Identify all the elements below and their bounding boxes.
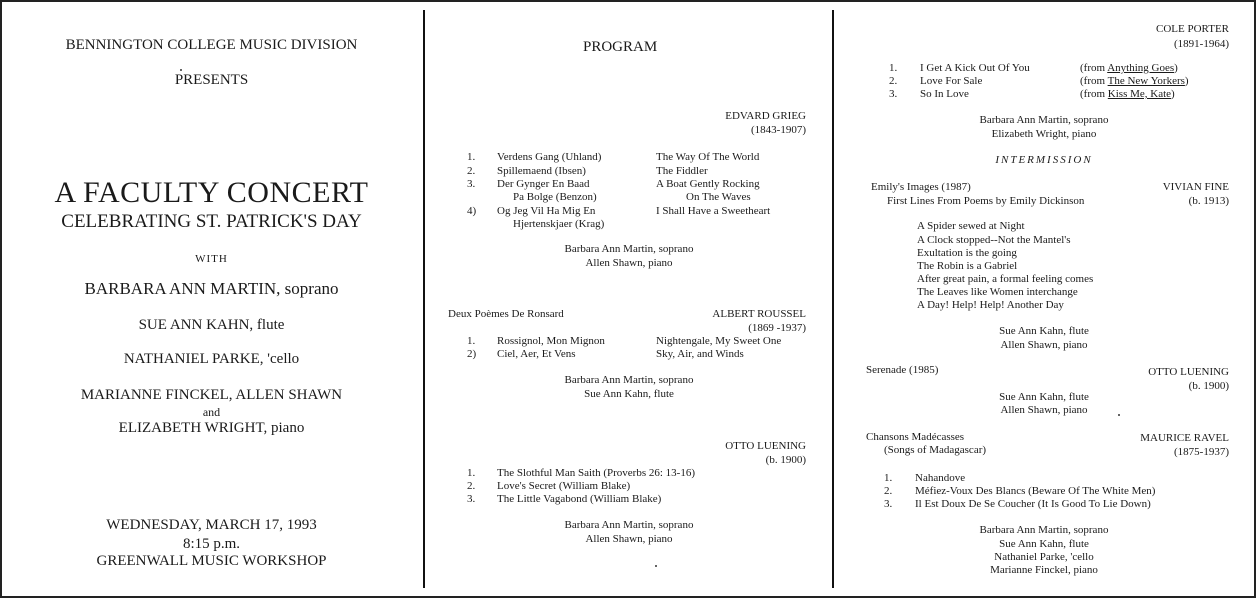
concert-title: A FACULTY CONCERT [54, 176, 369, 209]
work-title: Deux Poèmes De Ronsard [448, 308, 564, 320]
composer-name: EDVARD GRIEG [725, 110, 806, 122]
work-title: Emily's Images (1987) [871, 181, 971, 193]
song-translation: Nightengale, My Sweet One [656, 335, 782, 347]
with-label: WITH [195, 253, 228, 265]
print-speck [180, 69, 182, 71]
show-title: The New Yorkers [1107, 75, 1185, 87]
work-title: Chansons Madécasses [866, 431, 965, 443]
performer-line: Sue Ann Kahn, flute [999, 391, 1089, 403]
song-title: Il Est Doux De Se Coucher (It Is Good To Lie Down) [915, 498, 1151, 510]
concert-date: WEDNESDAY, MARCH 17, 1993 [106, 517, 317, 533]
concert-venue: GREENWALL MUSIC WORKSHOP [96, 553, 327, 569]
song-title: Nahandove [915, 472, 966, 484]
performer-line: and [202, 405, 221, 419]
work-subtitle: (Songs of Madagascar) [884, 444, 987, 456]
item-number: 1. [467, 467, 476, 479]
composer-dates: (1875-1937) [1174, 446, 1229, 458]
song-translation: A Boat Gently Rocking [656, 178, 760, 190]
performer-line: NATHANIEL PARKE, 'cello [123, 351, 300, 367]
song-title: I Get A Kick Out Of You [920, 62, 1030, 74]
show-source: (from Anything Goes) [1080, 62, 1178, 74]
song-title: Love's Secret (William Blake) [497, 480, 631, 492]
performer-line: Sue Ann Kahn, flute [584, 388, 674, 400]
print-speck [1118, 414, 1120, 416]
performer-line: Barbara Ann Martin, soprano [564, 519, 694, 531]
song-translation-cont: On The Waves [686, 191, 751, 203]
performer-line: Marianne Finckel, piano [990, 564, 1098, 576]
item-number: 1. [467, 151, 476, 163]
poem-line: A Clock stopped--Not the Mantel's [917, 234, 1071, 246]
performer-line: Allen Shawn, piano [585, 533, 673, 545]
song-translation: The Fiddler [656, 165, 708, 177]
song-title-cont: Hjertenskjaer (Krag) [513, 218, 605, 230]
performer-line: Nathaniel Parke, 'cello [994, 551, 1094, 563]
panel-divider-left [423, 10, 425, 588]
composer-dates: (1843-1907) [751, 124, 806, 136]
work-subtitle: First Lines From Poems by Emily Dickinson [887, 195, 1085, 207]
poem-line: Exultation is the going [917, 247, 1017, 259]
song-title: So In Love [920, 88, 969, 100]
item-number: 2. [884, 485, 893, 497]
program-heading: PROGRAM [583, 39, 658, 55]
performer-line: Sue Ann Kahn, flute [999, 538, 1089, 550]
item-number: 3. [884, 498, 893, 510]
show-source: (from Kiss Me, Kate) [1080, 88, 1175, 100]
song-translation: Sky, Air, and Winds [656, 348, 744, 360]
song-translation: The Way Of The World [656, 151, 760, 163]
song-title: The Little Vagabond (William Blake) [497, 493, 662, 505]
song-title: Der Gynger En Baad [497, 178, 590, 190]
item-number: 2) [467, 348, 477, 360]
composer-name: OTTO LUENING [725, 440, 806, 452]
performer-line: MARIANNE FINCKEL, ALLEN SHAWN [80, 387, 343, 403]
item-number: 1. [467, 335, 476, 347]
performer-line: Barbara Ann Martin, soprano [979, 524, 1109, 536]
item-number: 2. [467, 165, 476, 177]
poem-line: The Robin is a Gabriel [917, 260, 1018, 272]
composer-dates: (b. 1900) [1188, 380, 1229, 392]
show-title: Kiss Me, Kate [1107, 88, 1172, 100]
panel-divider-right [832, 10, 834, 588]
poem-line: A Day! Help! Help! Another Day [917, 299, 1064, 311]
performer-line: Barbara Ann Martin, soprano [979, 114, 1109, 126]
song-title-cont: Pa Bolge (Benzon) [513, 191, 597, 203]
organization-name: BENNINGTON COLLEGE MUSIC DIVISION [65, 37, 358, 53]
item-number: 4) [467, 205, 477, 217]
item-number: 2. [467, 480, 476, 492]
song-title: Ciel, Aer, Et Vens [497, 348, 576, 360]
composer-name: MAURICE RAVEL [1140, 432, 1229, 444]
song-title: Méfiez-Voux Des Blancs (Beware Of The White Men) [915, 485, 1156, 497]
song-title: Love For Sale [920, 75, 983, 87]
song-title: Verdens Gang (Uhland) [497, 151, 602, 163]
song-title: Spillemaend (Ibsen) [497, 165, 586, 177]
song-title: The Slothful Man Saith (Proverbs 26: 13-16) [497, 467, 695, 479]
performer-line: BARBARA ANN MARTIN, soprano [84, 279, 339, 298]
performer-line: Sue Ann Kahn, flute [999, 325, 1089, 337]
print-speck [655, 565, 657, 567]
performer-line: Barbara Ann Martin, soprano [564, 243, 694, 255]
performer-line: SUE ANN KAHN, flute [138, 317, 285, 333]
performer-line: ELIZABETH WRIGHT, piano [118, 420, 305, 436]
composer-name: ALBERT ROUSSEL [712, 308, 806, 320]
composer-name: VIVIAN FINE [1162, 181, 1229, 193]
item-number: 1. [884, 472, 893, 484]
poem-line: The Leaves like Women interchange [917, 286, 1078, 298]
song-translation: I Shall Have a Sweetheart [656, 205, 771, 217]
work-title: Serenade (1985) [866, 364, 939, 376]
performer-line: Allen Shawn, piano [585, 257, 673, 269]
song-title: Rossignol, Mon Mignon [497, 335, 605, 347]
poem-line: A Spider sewed at Night [917, 220, 1025, 232]
item-number: 3. [467, 493, 476, 505]
composer-name: COLE PORTER [1156, 23, 1229, 35]
item-number: 3. [467, 178, 476, 190]
concert-time: 8:15 p.m. [182, 536, 241, 552]
composer-dates: (b. 1913) [1188, 195, 1229, 207]
composer-dates: (b. 1900) [765, 454, 806, 466]
composer-name: OTTO LUENING [1148, 366, 1229, 378]
performer-line: Barbara Ann Martin, soprano [564, 374, 694, 386]
performer-line: Allen Shawn, piano [1000, 339, 1088, 351]
composer-dates: (1869 -1937) [748, 322, 806, 334]
item-number: 2. [889, 75, 898, 87]
show-source: (from The New Yorkers) [1080, 75, 1189, 87]
intermission-label: INTERMISSION [995, 154, 1093, 166]
item-number: 3. [889, 88, 898, 100]
composer-dates: (1891-1964) [1174, 38, 1229, 50]
concert-subtitle: CELEBRATING ST. PATRICK'S DAY [61, 211, 362, 232]
poem-line: After great pain, a formal feeling comes [917, 273, 1094, 285]
performer-line: Allen Shawn, piano [1000, 404, 1088, 416]
presents-label: PRESENTS [174, 72, 249, 88]
show-title: Anything Goes [1107, 62, 1175, 74]
performer-line: Elizabeth Wright, piano [991, 128, 1097, 140]
song-title: Og Jeg Vil Ha Mig En [497, 205, 596, 217]
item-number: 1. [889, 62, 898, 74]
